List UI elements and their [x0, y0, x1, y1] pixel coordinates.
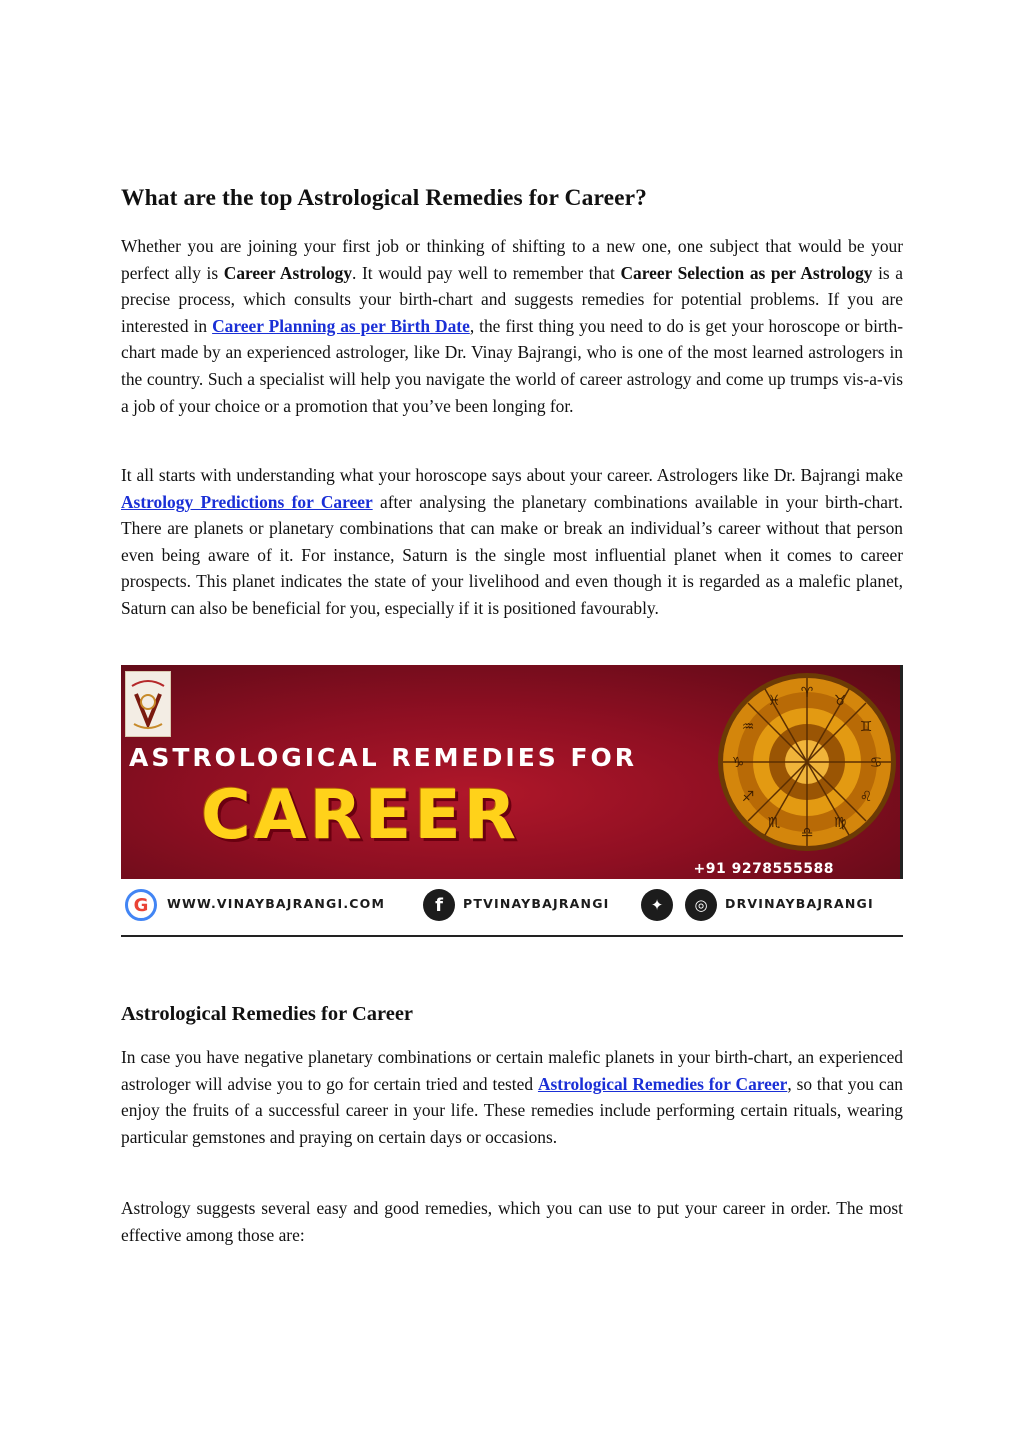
google-icon: G: [125, 889, 157, 921]
zodiac-wheel-icon: [716, 671, 898, 853]
page-title: What are the top Astrological Remedies for Career?: [121, 185, 648, 211]
instagram-icon: ◎: [685, 889, 717, 921]
bold-career-selection: Career Selection as per Astrology: [620, 262, 873, 283]
horoscope-paragraph: It all starts with understanding what your horoscope says about your career. Astrologers like Dr. Bajrangi make Astrology Predictions for Career after analysing the planetary combinations available in your birth-chart. There are planets or planetary combinations that can make or break an individual’s career without that person even being aware of it. For instance, Saturn is the single most influential planet when it comes to career prospects. This planet indicates the state of your livelihood and even though it is regarded as a malefic planet, Saturn can also be beneficial for you, especially if it is positioned favourably.: [121, 465, 903, 618]
remedies-paragraph: In case you have negative planetary combinations or certain malefic planets in your birth-chart, an experienced astrologer will advise you to go for certain tried and tested Astrological Remedies for Career, so that you can enjoy the fruits of a successful career in your life. These remedies include performing certain rituals, wearing particular gemstones and praying on certain days or occasions.: [121, 1047, 903, 1147]
link-astrology-predictions[interactable]: Astrology Predictions for Career: [121, 491, 373, 512]
svg-text:♌: ♌: [859, 789, 873, 805]
banner-red-panel: [121, 665, 903, 879]
svg-text:♓: ♓: [767, 693, 781, 709]
svg-text:♍: ♍: [833, 815, 847, 831]
closing-paragraph: Astrology suggests several easy and good remedies, which you can use to put your career in order. The most effective among those are:: [121, 1198, 903, 1245]
bold-career-astrology: Career Astrology: [223, 262, 353, 283]
banner-social-bar: [121, 879, 903, 933]
link-astrological-remedies[interactable]: Astrological Remedies for Career: [537, 1073, 788, 1094]
svg-text:♎: ♎: [800, 825, 814, 841]
section-heading: Astrological Remedies for Career: [121, 1003, 414, 1025]
svg-text:♊: ♊: [859, 719, 873, 735]
svg-text:♒: ♒: [741, 719, 755, 735]
facebook-icon: f: [423, 889, 455, 921]
intro-paragraph: Whether you are joining your first job or thinking of shifting to a new one, one subject that would be your perfect ally is Career Astrology. It would pay well to remember that Career Selection as per Astrology is a precise process, which consults your birth-chart and suggests remedies for potential problems. If you are interested in Career Planning as per Birth Date, the first thing you need to do is get your horoscope or birth-chart made by an experienced astrologer, like Dr. Vinay Bajrangi, who is one of the most learned astrologers in the country. Such a specialist will help you navigate the world of career astrology and come up trumps vis-a-vis a job of your choice or a promotion that you’ve been longing for.: [121, 236, 904, 416]
svg-text:♑: ♑: [731, 755, 745, 771]
banner-career-text: CAREER: [201, 776, 520, 855]
link-career-planning[interactable]: Career Planning as per Birth Date: [212, 315, 470, 336]
svg-text:♐: ♐: [741, 789, 755, 805]
logo-icon: [125, 671, 171, 737]
website-text: WWW.VINAYBAJRANGI.COM: [167, 896, 386, 911]
svg-text:♈: ♈: [800, 685, 814, 701]
svg-text:♉: ♉: [833, 693, 847, 709]
career-banner-image: [121, 665, 903, 937]
banner-headline: ASTROLOGICAL REMEDIES FOR: [129, 743, 638, 772]
social-handle: DRVINAYBAJRANGI: [725, 896, 874, 911]
banner-phone-number: +91 9278555588: [693, 861, 834, 877]
svg-text:♋: ♋: [869, 755, 883, 771]
facebook-handle: PTVINAYBAJRANGI: [463, 896, 610, 911]
svg-text:♏: ♏: [767, 815, 781, 831]
twitter-icon: ✦: [641, 889, 673, 921]
